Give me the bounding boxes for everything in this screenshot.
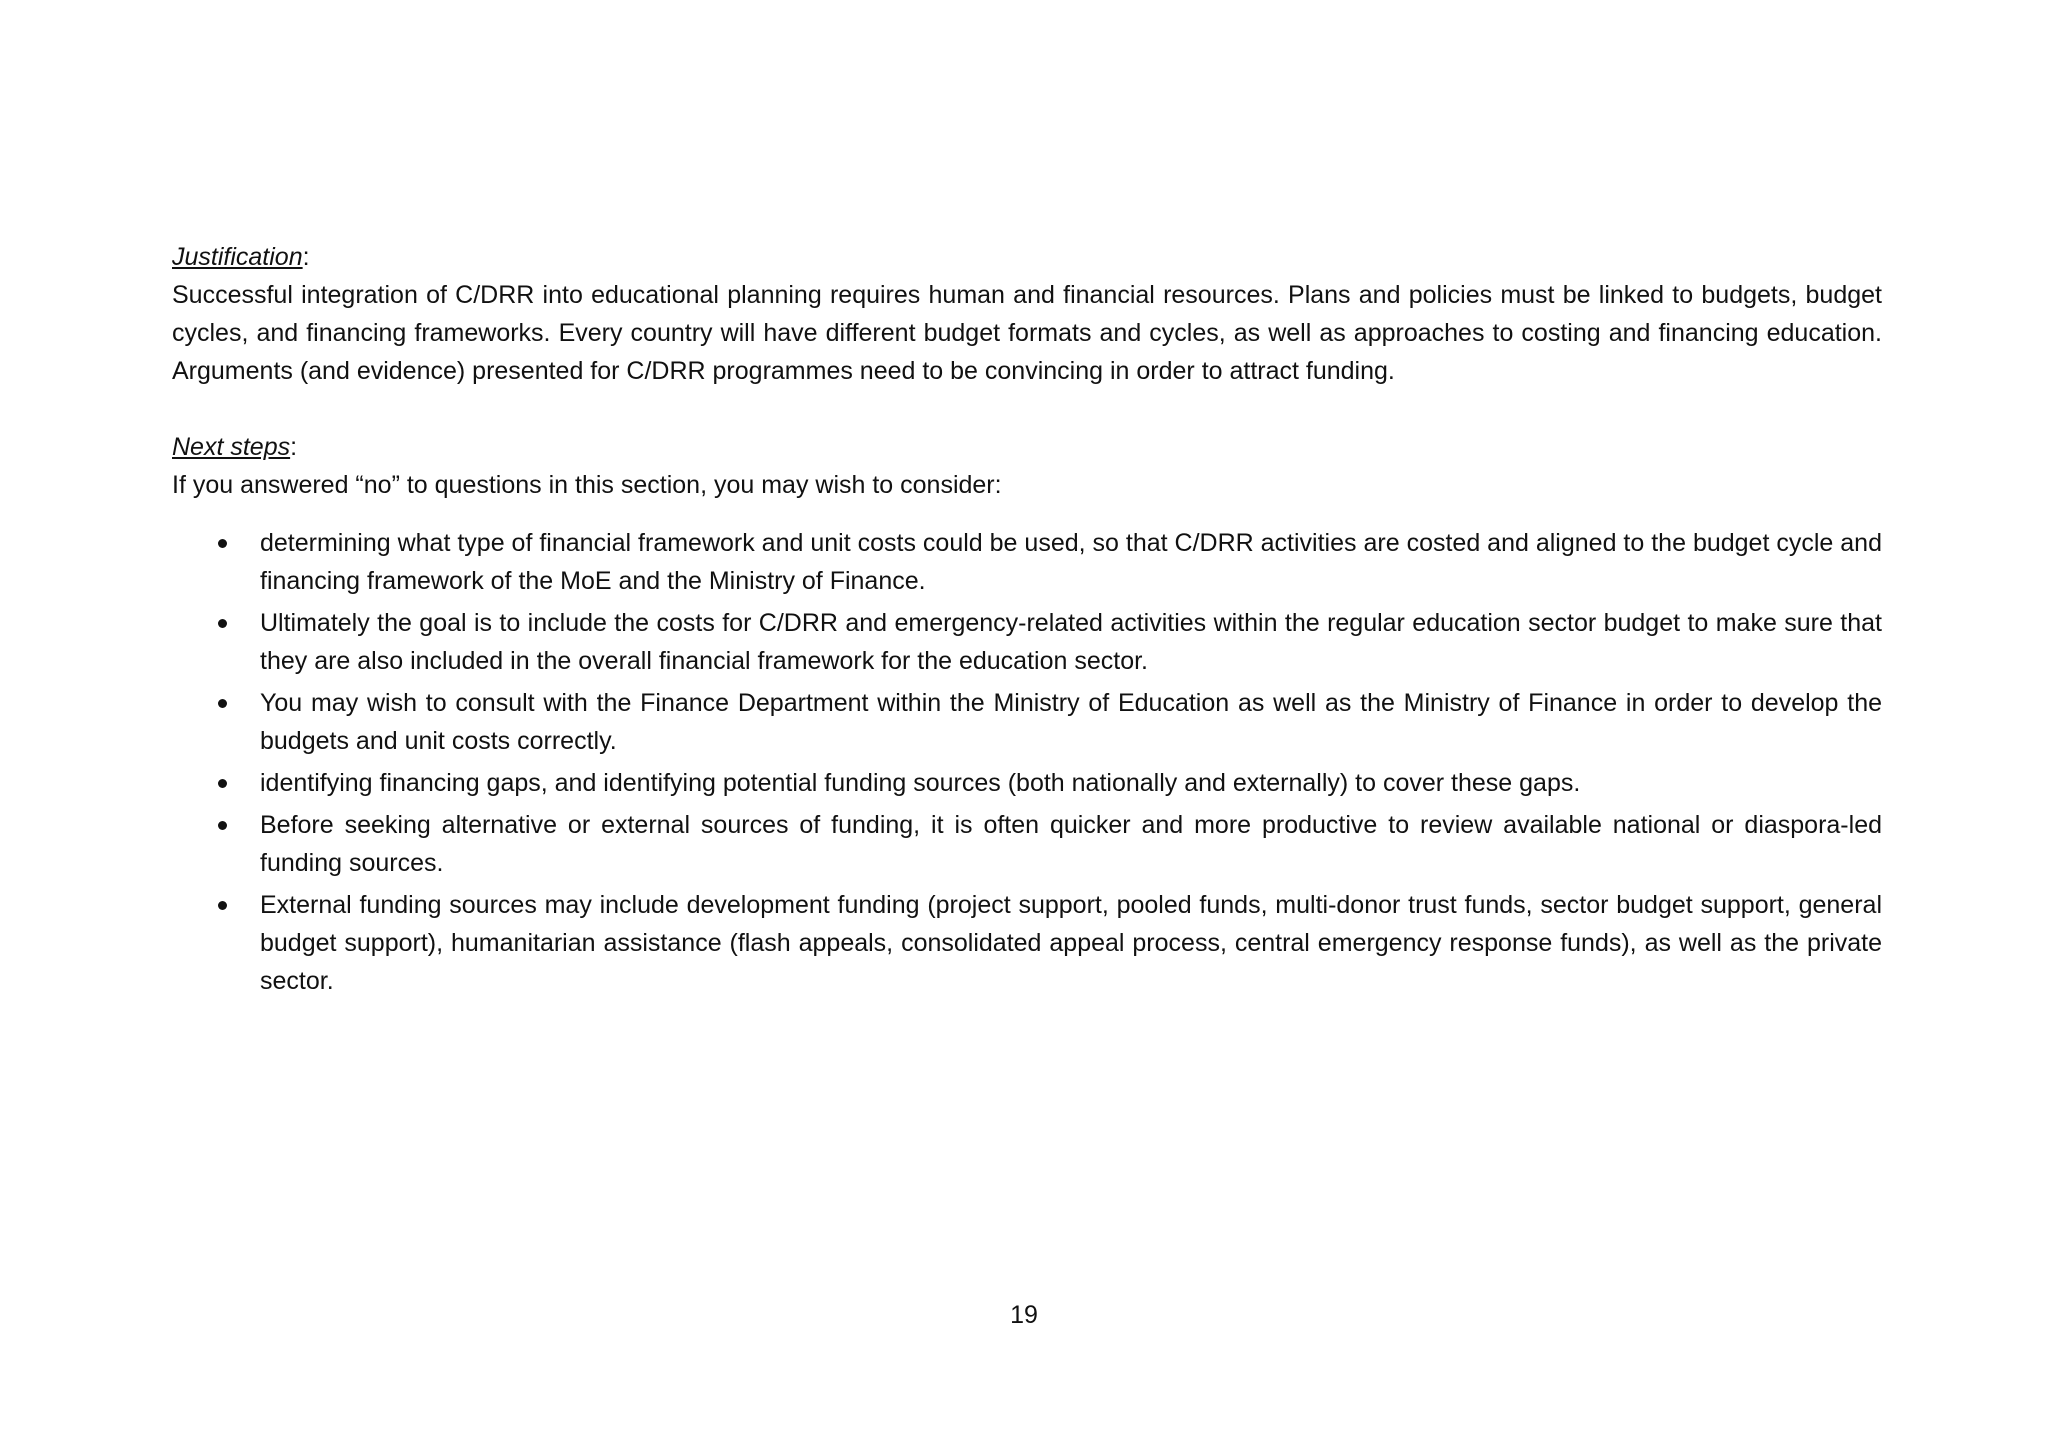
bullet-icon <box>218 619 227 628</box>
section-spacer <box>172 390 1882 428</box>
bullet-icon <box>218 699 227 708</box>
list-item-text: Ultimately the goal is to include the costs for C/DRR and emergency-related activities within the regular education sector budget to make sure that they are also included in the overall financial framework for the education sector. <box>260 609 1882 675</box>
justification-heading <box>172 238 1882 276</box>
list-item-text: You may wish to consult with the Finance Department within the Ministry of Education as well as the Ministry of Finance in order to develop the budgets and unit costs correctly. <box>260 689 1882 755</box>
list-item <box>172 524 1882 600</box>
document-page <box>172 238 1882 1004</box>
list-item-text: identifying financing gaps, and identifying potential funding sources (both nationally and externally) to cover these gaps. <box>260 769 1581 797</box>
justification-paragraph: Successful integration of C/DRR into educational planning requires human and financial resources. Plans and policies must be linked to budgets, budget cycles, and financing frameworks. Every country will have different budget formats and cycles, as well as approaches to costing and financing education. Arguments (and evidence) presented for C/DRR programmes need to be convincing in order to attract funding. <box>172 281 1882 385</box>
next-steps-intro: If you answered “no” to questions in this section, you may wish to consider: <box>172 471 1002 499</box>
justification-colon: : <box>302 243 310 271</box>
list-item <box>172 684 1882 760</box>
list-item <box>172 806 1882 882</box>
bullet-icon <box>218 539 227 548</box>
next-steps-heading <box>172 428 1882 466</box>
list-item-text: determining what type of financial framework and unit costs could be used, so that C/DRR activities are costed and aligned to the budget cycle and financing framework of the MoE and the Ministry of Finance. <box>260 529 1882 595</box>
list-item <box>172 764 1882 802</box>
bullet-icon <box>218 779 227 788</box>
justification-label: Justification <box>172 243 303 271</box>
list-item-text: Before seeking alternative or external sources of funding, it is often quicker and more productive to review available national or diaspora-led funding sources. <box>260 811 1882 877</box>
list-item-text: External funding sources may include development funding (project support, pooled funds, multi-donor trust funds, sector budget support, general budget support), humanitarian assistance (flash appeals, consolidated appeal process, central emergency response funds), as well as the private sector. <box>260 891 1882 995</box>
bullet-icon <box>218 901 227 910</box>
list-item <box>172 886 1882 1000</box>
page-number: 19 <box>1010 1301 1038 1329</box>
next-steps-list <box>172 524 1882 1000</box>
list-item <box>172 604 1882 680</box>
bullet-icon <box>218 821 227 830</box>
next-steps-label: Next steps <box>172 433 291 461</box>
next-steps-colon: : <box>290 433 298 461</box>
